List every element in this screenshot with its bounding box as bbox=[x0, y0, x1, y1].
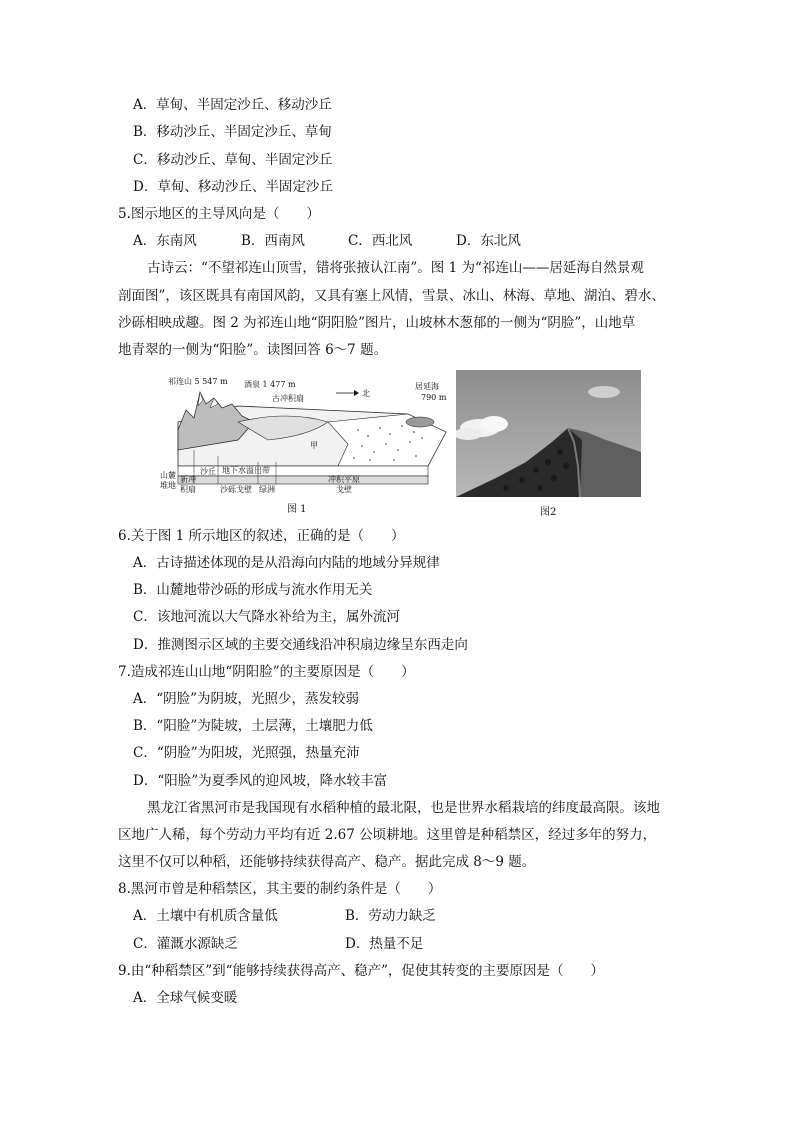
q6-option-c: C．该地河流以大气降水补给为主，属外流河 bbox=[133, 609, 400, 625]
q5-option-b: B．西南风 bbox=[241, 233, 305, 249]
label-jia: 甲 bbox=[310, 441, 318, 450]
q8-stem: 8.黑河市曾是种稻禁区，其主要的制约条件是（ ） bbox=[118, 881, 442, 897]
label-shanlu: 山麓 bbox=[160, 471, 176, 480]
q8-option-a: A．土壤中有机质含量低 bbox=[133, 908, 278, 924]
q6-option-a: A．古诗描述体现的是从沿海向内陆的地域分异规律 bbox=[133, 555, 440, 571]
q5-option-d: D．东北风 bbox=[456, 233, 521, 249]
q6-option-b: B．山麓地带沙砾的形成与流水作用无关 bbox=[133, 582, 373, 598]
q8-options-row-1 bbox=[133, 907, 436, 925]
label-gebi-2: 戈壁 bbox=[336, 485, 352, 494]
q4-option-d: D．草甸、移动沙丘、半固定沙丘 bbox=[133, 179, 333, 195]
figure-2-photo bbox=[456, 370, 641, 497]
intro1-line-3: 沙砾相映成趣。图 2 为祁连山地“阴阳脸”图片，山坡林木葱郁的一侧为“阴脸”，山地草 bbox=[118, 315, 636, 331]
label-dixia: 地下水溢出带 bbox=[222, 466, 270, 475]
q8-option-c: C．灌溉水源缺乏 bbox=[133, 936, 238, 952]
q8-options-row-2 bbox=[133, 935, 423, 953]
label-juyanhai: 居延海 bbox=[415, 382, 439, 391]
figure-1-caption: 图 1 bbox=[287, 504, 307, 515]
label-qilian: 祁连山 5 547 m bbox=[168, 377, 228, 386]
q7-option-c: C．“阴脸”为阳坡，光照强，热量充沛 bbox=[133, 745, 360, 761]
label-jiuquan: 酒泉 1 477 m bbox=[244, 380, 296, 389]
intro1-line-4: 地青翠的一侧为“阳脸”。读图回答 6～7 题。 bbox=[118, 342, 388, 358]
q7-stem: 7.造成祁连山山地“阴阳脸”的主要原因是（ ） bbox=[118, 664, 415, 680]
intro2-line-1: 黑龙江省黑河市是我国现有水稻种植的最北限，也是世界水稻栽培的纬度最高限。该地 bbox=[147, 800, 660, 816]
q4-option-b: B．移动沙丘、半固定沙丘、草甸 bbox=[133, 124, 332, 140]
figure-1-profile bbox=[158, 370, 448, 498]
intro1-line-2: 剖面图”，该区既具有南国风韵，又具有塞上风情，雪景、冰山、林海、草地、湖泊、碧水、 bbox=[118, 288, 665, 304]
label-xinchong: 新冲 bbox=[180, 475, 196, 484]
mountain-photo bbox=[456, 370, 641, 497]
intro2-line-2: 区地广人稀，每个劳动力平均有近 2.67 公顷耕地。这里曾是种稻禁区，经过多年的努力， bbox=[118, 827, 657, 843]
q7-option-d: D．“阳脸”为夏季风的迎风坡，降水较丰富 bbox=[133, 773, 388, 789]
label-chongji-pingyuan: 冲积平原 bbox=[328, 475, 360, 484]
q9-stem: 9.由“种稻禁区”到“能够持续获得高产、稳产”，促使其转变的主要原因是（ ） bbox=[118, 963, 604, 979]
q4-option-c: C．移动沙丘、草甸、半固定沙丘 bbox=[133, 152, 333, 168]
profile-diagram bbox=[158, 370, 448, 498]
q6-stem: 6.关于图 1 所示地区的叙述，正确的是（ ） bbox=[118, 528, 405, 544]
q8-option-d: D．热量不足 bbox=[345, 936, 424, 952]
q7-option-a: A．“阴脸”为阴坡，光照少，蒸发较弱 bbox=[133, 691, 360, 707]
q7-option-b: B．“阳脸”为陡坡，土层薄，土壤肥力低 bbox=[133, 718, 373, 734]
label-shaqiu-gebi: 沙砾戈壁 bbox=[220, 485, 252, 494]
label-alluvial-fan: 古冲积扇 bbox=[272, 394, 304, 403]
q4-option-a: A．草甸、半固定沙丘、移动沙丘 bbox=[133, 97, 332, 113]
intro1-line-1: 古诗云：“不望祁连山顶雪，错将张掖认江南”。图 1 为“祁连山——居延海自然景观 bbox=[147, 260, 644, 276]
intro2-line-3: 这里不仅可以种稻，还能够持续获得高产、稳产。据此完成 8～9 题。 bbox=[118, 854, 536, 870]
label-gebi: 堆地 bbox=[160, 481, 176, 490]
label-juyanhai-elev: 790 m bbox=[421, 393, 447, 402]
figure-2-caption: 图2 bbox=[540, 507, 557, 518]
q5-option-c: C．西北风 bbox=[348, 233, 413, 249]
label-jishan: 积扇 bbox=[180, 485, 196, 494]
q5-options bbox=[133, 232, 521, 250]
label-shaqiu: 沙丘 bbox=[200, 467, 216, 476]
q9-option-a: A．全球气候变暖 bbox=[133, 990, 238, 1006]
label-north: 北 bbox=[362, 389, 370, 398]
label-lvzhou: 绿洲 bbox=[259, 485, 275, 494]
q6-option-d: D．推测图示区域的主要交通线沿冲积扇边缘呈东西走向 bbox=[133, 637, 468, 653]
q5-option-a: A．东南风 bbox=[133, 233, 197, 249]
q8-option-b: B．劳动力缺乏 bbox=[345, 908, 436, 924]
q5-stem: 5.图示地区的主导风向是（ ） bbox=[118, 206, 320, 222]
